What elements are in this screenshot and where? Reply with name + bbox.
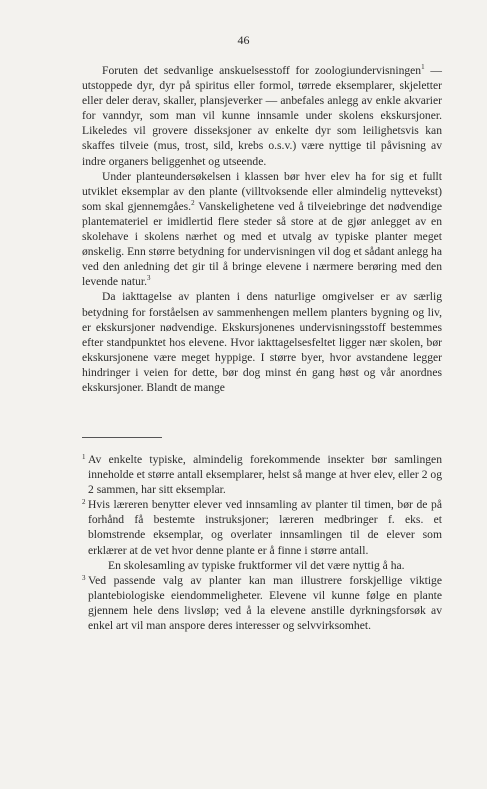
footnote-reference: 3	[147, 274, 151, 283]
footnote-reference: 1	[421, 63, 425, 72]
text-segment: Da iakttagelse av planten i dens naturlige omgivelser er av særlig betydning for forståelsen av sammenhengen mellem planters bygning og liv, er ekskursjoner nødvendige. Ekskursjonenes undervisningsstoff bestemmes efter standpunktet hos elevene. Hvor iakttagelsesfeltet ligger nær skolen, bør ekskursjonene være meget hyppige. I større byer, hvor avstandene legger hindringer i veien for dette, bør dog minst én gang høst og vår anordnes ekskursjoner. Blandt de mange	[82, 290, 442, 394]
footnote-mark: 2	[82, 498, 86, 507]
paragraph	[82, 169, 442, 290]
footnote-reference: 2	[191, 198, 195, 207]
footnote-mark: 3	[82, 573, 86, 582]
body-text	[82, 63, 442, 395]
footnote	[82, 573, 442, 633]
footnote-paragraph: Ved passende valg av planter kan man illustrere forskjellige viktige plantebiologiske eiendommeligheter. Elevene vil kunne følge en plante gjennem hele dens livsløp; ved å la elevene anstille dyrkningsforsøk av enkel art vil man anspore deres interesser og selvvirksomhet.	[88, 573, 442, 633]
footnote-body	[88, 497, 442, 572]
footnote-paragraph: Hvis læreren benytter elever ved innsamling av planter til timen, bør de på forhånd få bestemte instruksjoner; læreren medbringer f. eks. et blomstrende eksemplar, og overlater innsamlingen til de elever som erklærer at de vet hvor denne plante er å finne i større antall.	[88, 498, 442, 557]
footnote-mark: 1	[82, 453, 86, 461]
paragraph	[82, 289, 442, 395]
footnotes	[82, 452, 442, 633]
footnote	[82, 452, 442, 497]
page-number: 46	[237, 33, 250, 47]
footnote-paragraph: En skolesamling av typiske fruktformer vil det være nyttig å ha.	[108, 558, 405, 572]
text-segment: Foruten det sedvanlige anskuelsesstoff for zoologiundervisningen	[102, 64, 422, 77]
text-segment: Under planteundersøkelsen i klassen bør hver elev ha for sig et fullt utviklet eksemplar av den plante (villtvoksende eller almindelig nyttevekst) som skal gjennemgåes.	[82, 169, 442, 213]
text-segment: Vanskelighetene ved å tilveiebringe det nødvendige plantemateriel er imidlertid flere steder så store at de gjør anlegget av en skolehave i skolens nærhet og med et utvalg av typiske planter meget ønskelig. Enn større betydning for undervisningen vil dog et sådant anlegg ha ved den anledning det gir til å bringe elevene i nærmere berøring med den levende natur.	[82, 199, 442, 289]
paragraph	[82, 63, 442, 169]
footnote-paragraph: Av enkelte typiske, almindelig forekommende insekter bør samlingen inneholde et større antall eksemplarer, helst så mange at hver elev, eller 2 og 2 sammen, har sitt eksemplar.	[88, 453, 442, 497]
footnote	[82, 497, 442, 572]
footnote-divider	[82, 437, 162, 438]
footnote-body	[88, 573, 442, 633]
footnote-body	[88, 452, 442, 497]
text-segment: — utstoppede dyr, dyr på spiritus eller formol, tørrede eksemplarer, skjeletter eller deler derav, skaller, plansjeverker — anbefales anlegg av enkle akvarier for vanndyr, som man vil kunne innsamle under skolens ekskursjoner. Likeledes vil grovere disseksjoner av enkelte dyr som leilighetsvis kan skaffes tilveie (mus, trost, sild, krebs o.s.v.) være nyttige til påvisning av indre organers beliggenhet og utseende.	[82, 64, 442, 168]
